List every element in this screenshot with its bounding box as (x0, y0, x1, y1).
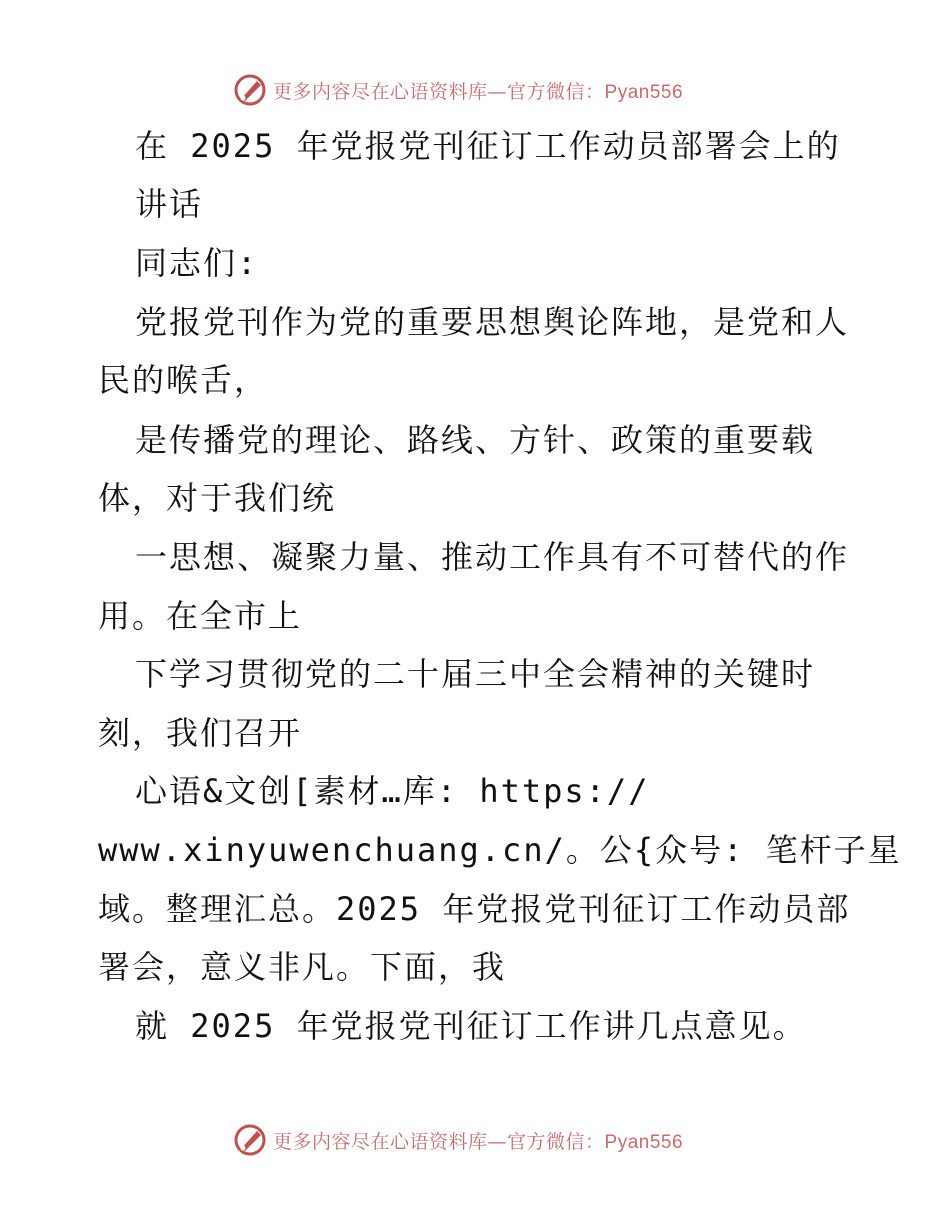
doc-line: 域。整理汇总。2025 年党报党刊征订工作动员部 (98, 890, 851, 928)
doc-line: 体，对于我们统 (98, 479, 337, 517)
footer-banner (233, 1120, 683, 1160)
doc-line: 刻，我们召开 (98, 714, 303, 752)
doc-line: 用。在全市上 (98, 597, 303, 635)
banner-text (273, 77, 683, 104)
doc-line: 讲话 (135, 185, 204, 223)
doc-line: 心语&文创[素材…库: https:// (135, 772, 650, 810)
banner-wechat: 官方微信：Pyan556 (507, 81, 684, 103)
banner-main: 更多内容尽在心语资料库 (273, 1130, 488, 1153)
banner-wechat: 官方微信：Pyan556 (507, 1131, 684, 1153)
doc-line: 下学习贯彻党的二十届三中全会精神的关键时 (135, 655, 816, 693)
pen-logo-icon (233, 73, 267, 107)
doc-line: 民的喉舌， (98, 361, 269, 399)
banner-main: 更多内容尽在心语资料库 (273, 80, 488, 103)
doc-line: 是传播党的理论、路线、方针、政策的重要载 (135, 421, 816, 459)
doc-line: 就 2025 年党报党刊征订工作讲几点意见。 (135, 1007, 807, 1045)
banner-text (273, 1127, 683, 1154)
doc-line: 同志们: (135, 244, 259, 282)
banner-dash: — (487, 1130, 508, 1153)
doc-line: 党报党刊作为党的重要思想舆论阵地，是党和人 (135, 303, 850, 341)
doc-line: 署会，意义非凡。下面，我 (98, 948, 507, 986)
doc-line: 一思想、凝聚力量、推动工作具有不可替代的作 (135, 538, 850, 576)
banner-dash: — (487, 80, 508, 103)
header-banner (233, 70, 683, 110)
pen-logo-icon (233, 1123, 267, 1157)
doc-line: www.xinyuwenchuang.cn/。公{众号: 笔杆子星 (98, 831, 902, 869)
doc-line: 在 2025 年党报党刊征订工作动员部署会上的 (135, 127, 841, 165)
